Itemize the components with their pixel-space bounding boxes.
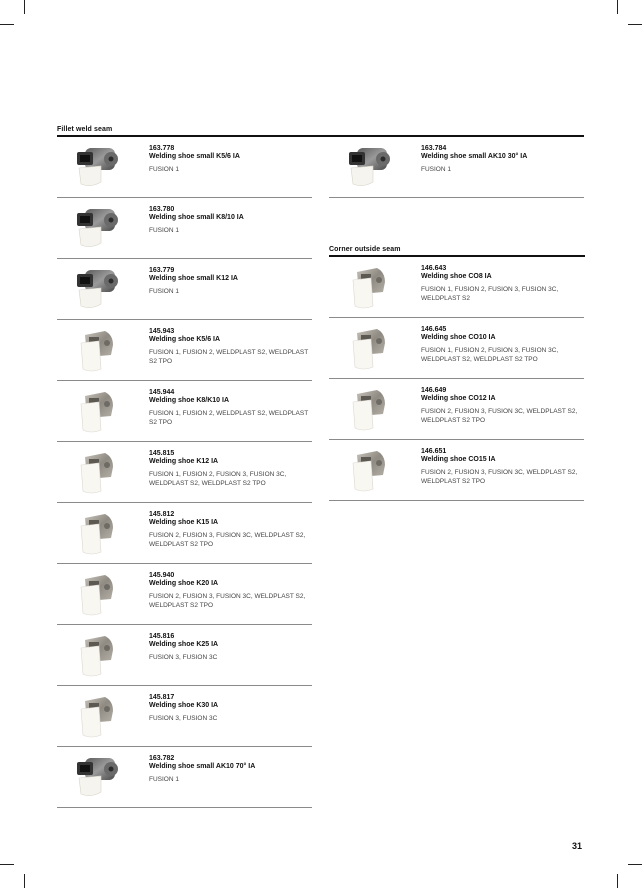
product-name: Welding shoe K20 IA [149,580,219,587]
crop-mark [0,24,14,25]
compatible-devices: FUSION 3, FUSION 3C [149,654,218,661]
product-code: 145.940 [149,572,175,579]
compatible-devices: FUSION 1 [149,776,179,783]
product-code: 145.812 [149,511,175,518]
product-item [57,564,312,625]
compatible-devices: FUSION 2, FUSION 3, FUSION 3C, WELDPLAST S2, WELDPLAST S2 TPO [421,408,578,424]
section-title-fillet-weld: Fillet weld seam [57,126,113,133]
welding-shoe-image [343,323,395,373]
product-code: 146.643 [421,265,447,272]
product-code: 146.645 [421,326,447,333]
item-divider [329,197,584,198]
product-code: 145.943 [149,328,175,335]
product-name: Welding shoe small AK10 70° IA [149,763,256,770]
product-code: 163.778 [149,145,175,152]
product-code: 163.784 [421,145,447,152]
crop-mark [24,0,25,14]
product-item [57,503,312,564]
compatible-devices: FUSION 1, FUSION 2, WELDPLAST S2, WELDPLAST S2 TPO [149,349,309,365]
product-name: Welding shoe small K12 IA [149,275,238,282]
compatible-devices: FUSION 1, FUSION 2, FUSION 3, FUSION 3C, WELDPLAST S2, WELDPLAST S2 TPO [421,347,559,363]
product-name: Welding shoe K8/K10 IA [149,397,229,404]
product-name: Welding shoe K25 IA [149,641,219,648]
welding-shoe-image [71,630,123,680]
product-item [57,320,312,381]
welding-shoe-image [71,752,123,802]
product-name: Welding shoe K5/6 IA [149,336,221,343]
product-name: Welding shoe small K8/10 IA [149,214,244,221]
welding-shoe-image [71,447,123,497]
product-name: Welding shoe CO15 IA [421,456,496,463]
crop-mark [617,0,618,14]
welding-shoe-image [71,691,123,741]
product-code: 145.944 [149,389,175,396]
product-item [57,686,312,747]
product-code: 145.816 [149,633,175,640]
crop-mark [0,864,14,865]
product-item [57,381,312,442]
crop-mark [628,864,642,865]
product-code: 146.649 [421,387,447,394]
welding-shoe-image [71,569,123,619]
product-item [57,259,312,320]
product-item [57,137,312,198]
compatible-devices: FUSION 2, FUSION 3, FUSION 3C, WELDPLAST S2, WELDPLAST S2 TPO [149,532,306,548]
product-item [329,440,584,501]
compatible-devices: FUSION 3, FUSION 3C [149,715,218,722]
compatible-devices: FUSION 2, FUSION 3, FUSION 3C, WELDPLAST S2, WELDPLAST S2 TPO [149,593,306,609]
section-title-corner-outside: Corner outside seam [329,246,401,253]
compatible-devices: FUSION 1, FUSION 2, FUSION 3, FUSION 3C, WELDPLAST S2, WELDPLAST S2 TPO [149,471,287,487]
welding-shoe-image [71,264,123,314]
compatible-devices: FUSION 1, FUSION 2, FUSION 3, FUSION 3C, WELDPLAST S2 [421,286,559,302]
compatible-devices: FUSION 1, FUSION 2, WELDPLAST S2, WELDPLAST S2 TPO [149,410,309,426]
product-item [329,318,584,379]
welding-shoe-image [71,203,123,253]
product-item [57,625,312,686]
welding-shoe-image [343,445,395,495]
product-name: Welding shoe K30 IA [149,702,219,709]
product-item [329,257,584,318]
compatible-devices: FUSION 1 [149,288,179,295]
crop-mark [24,874,25,888]
product-code: 145.817 [149,694,175,701]
welding-shoe-image [343,142,395,192]
product-name: Welding shoe CO10 IA [421,334,496,341]
welding-shoe-image [71,142,123,192]
product-item [329,379,584,440]
welding-shoe-image [71,325,123,375]
product-item [57,747,312,808]
product-name: Welding shoe CO8 IA [421,273,492,280]
compatible-devices: FUSION 1 [149,227,179,234]
product-code: 163.780 [149,206,175,213]
product-code: 163.779 [149,267,175,274]
product-name: Welding shoe small K5/6 IA [149,153,240,160]
product-name: Welding shoe small AK10 30° IA [421,153,528,160]
item-divider [329,500,584,501]
welding-shoe-image [343,384,395,434]
compatible-devices: FUSION 2, FUSION 3, FUSION 3C, WELDPLAST S2, WELDPLAST S2 TPO [421,469,578,485]
page-number: 31 [572,841,583,851]
product-item [57,198,312,259]
product-name: Welding shoe CO12 IA [421,395,496,402]
product-item [57,442,312,503]
crop-mark [617,874,618,888]
product-item [329,137,584,198]
welding-shoe-image [343,262,395,312]
welding-shoe-image [71,386,123,436]
compatible-devices: FUSION 1 [421,166,451,173]
welding-shoe-image [71,508,123,558]
product-name: Welding shoe K15 IA [149,519,219,526]
product-name: Welding shoe K12 IA [149,458,219,465]
product-code: 146.651 [421,448,447,455]
crop-mark [628,24,642,25]
item-divider [57,807,312,808]
compatible-devices: FUSION 1 [149,166,179,173]
product-code: 163.782 [149,755,175,762]
product-code: 145.815 [149,450,175,457]
